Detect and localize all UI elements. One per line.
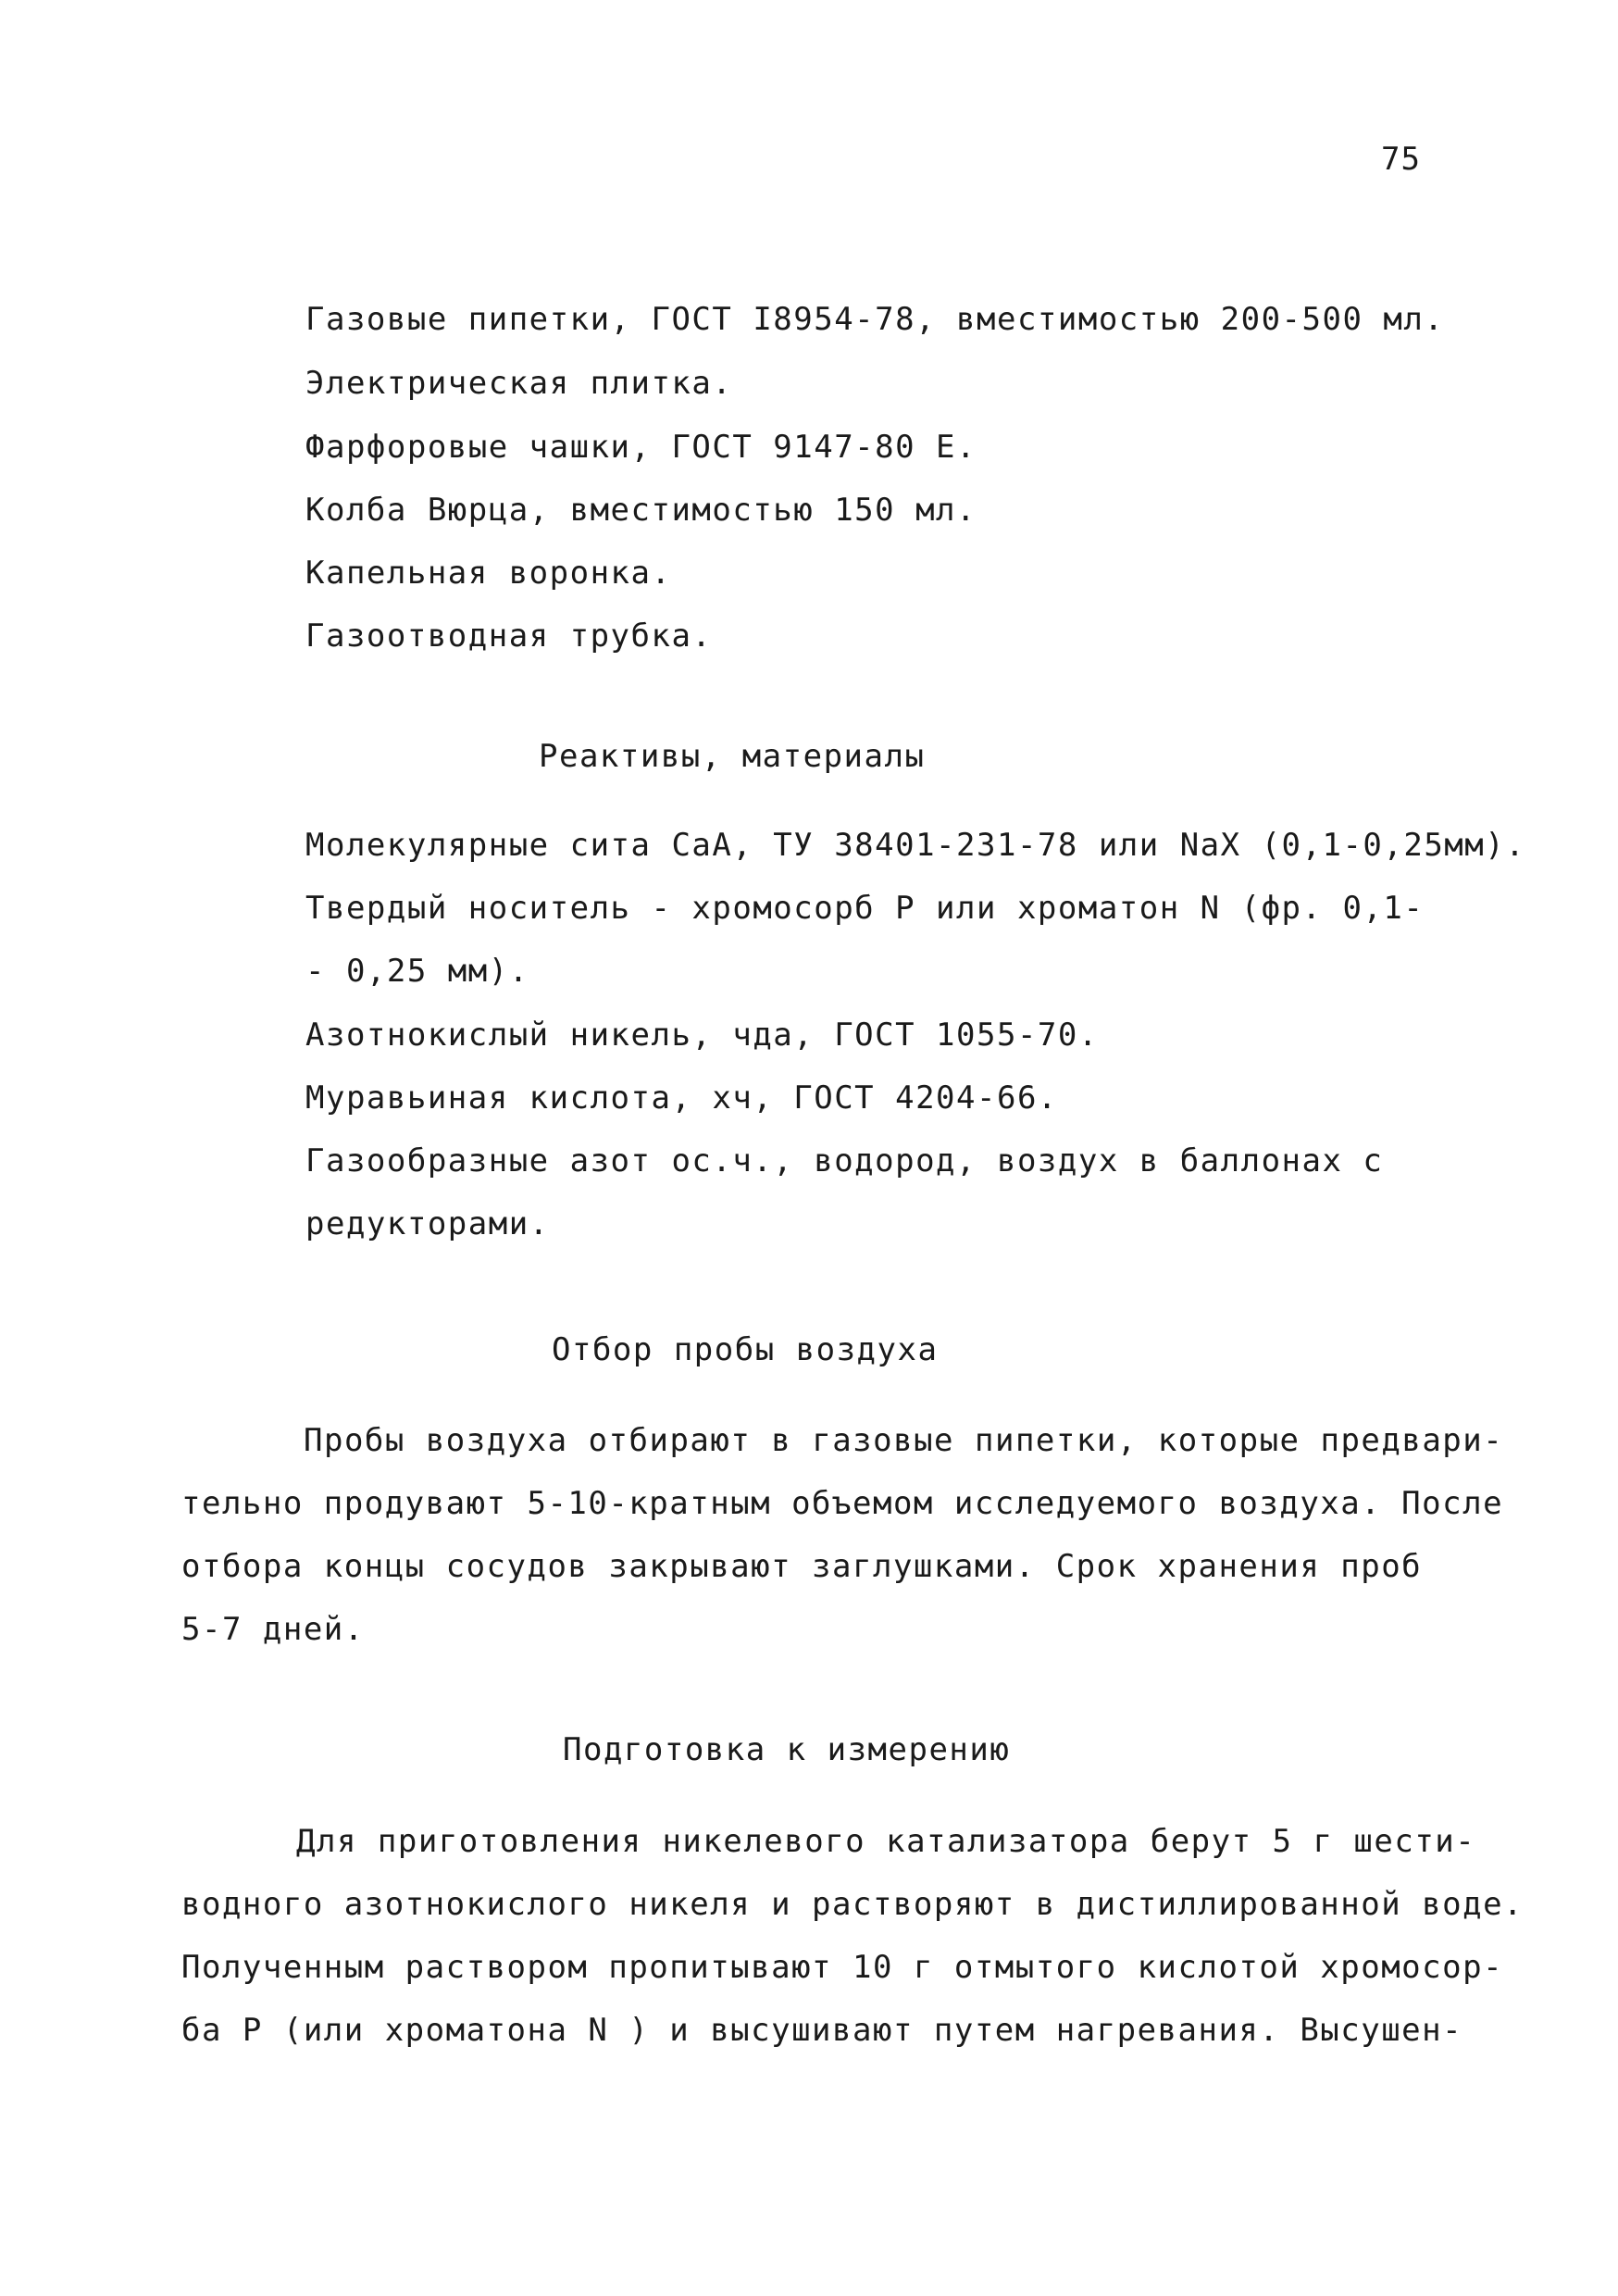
equipment-line: Электрическая плитка. bbox=[305, 365, 733, 402]
paragraph-line: водного азотнокислого никеля и растворяют в дистиллированной воде. bbox=[181, 1886, 1525, 1923]
paragraph-line: Для приготовления никелевого катализатора берут 5 г шести- bbox=[296, 1823, 1476, 1860]
equipment-line: Колба Вюрца, вместимостью 150 мл. bbox=[305, 492, 977, 529]
paragraph-line: 5-7 дней. bbox=[181, 1611, 365, 1648]
page-number: 75 bbox=[1381, 141, 1421, 178]
reagent-line: Азотнокислый никель, чда, ГОСТ 1055-70. bbox=[305, 1017, 1099, 1054]
paragraph-line: Полученным раствором пропитывают 10 г отмытого кислотой хромосор- bbox=[181, 1949, 1504, 1986]
reagent-line: Газообразные азот ос.ч., водород, воздух в баллонах с bbox=[305, 1142, 1384, 1179]
paragraph-line: отбора концы сосудов закрывают заглушками. Срок хранения проб bbox=[181, 1548, 1423, 1585]
equipment-line: Газовые пипетки, ГОСТ I8954-78, вместимостью 200-500 мл. bbox=[305, 301, 1445, 338]
equipment-line: Капельная воронка. bbox=[305, 555, 672, 592]
reagent-line: Молекулярные сита СаА, ТУ 38401-231-78 или NaX (0,1-0,25мм). bbox=[305, 827, 1526, 864]
section-heading-reagents: Реактивы, материалы bbox=[539, 738, 926, 775]
paragraph-line: Пробы воздуха отбирают в газовые пипетки, которые предвари- bbox=[304, 1422, 1504, 1459]
section-heading-preparation: Подготовка к измерению bbox=[563, 1731, 1011, 1768]
section-heading-sampling: Отбор пробы воздуха bbox=[552, 1331, 939, 1368]
reagent-line: - 0,25 мм). bbox=[305, 953, 529, 990]
equipment-line: Газоотводная трубка. bbox=[305, 618, 713, 655]
reagent-line: Твердый носитель - хромосорб Р или хроматон N (фр. 0,1- bbox=[305, 890, 1425, 927]
paragraph-line: ба Р (или хроматона N ) и высушивают путем нагревания. Высушен- bbox=[181, 2012, 1463, 2049]
reagent-line: редукторами. bbox=[305, 1205, 550, 1242]
reagent-line: Муравьиная кислота, хч, ГОСТ 4204-66. bbox=[305, 1079, 1058, 1117]
paragraph-line: тельно продувают 5-10-кратным объемом исследуемого воздуха. После bbox=[181, 1485, 1504, 1522]
equipment-line: Фарфоровые чашки, ГОСТ 9147-80 Е. bbox=[305, 429, 977, 466]
